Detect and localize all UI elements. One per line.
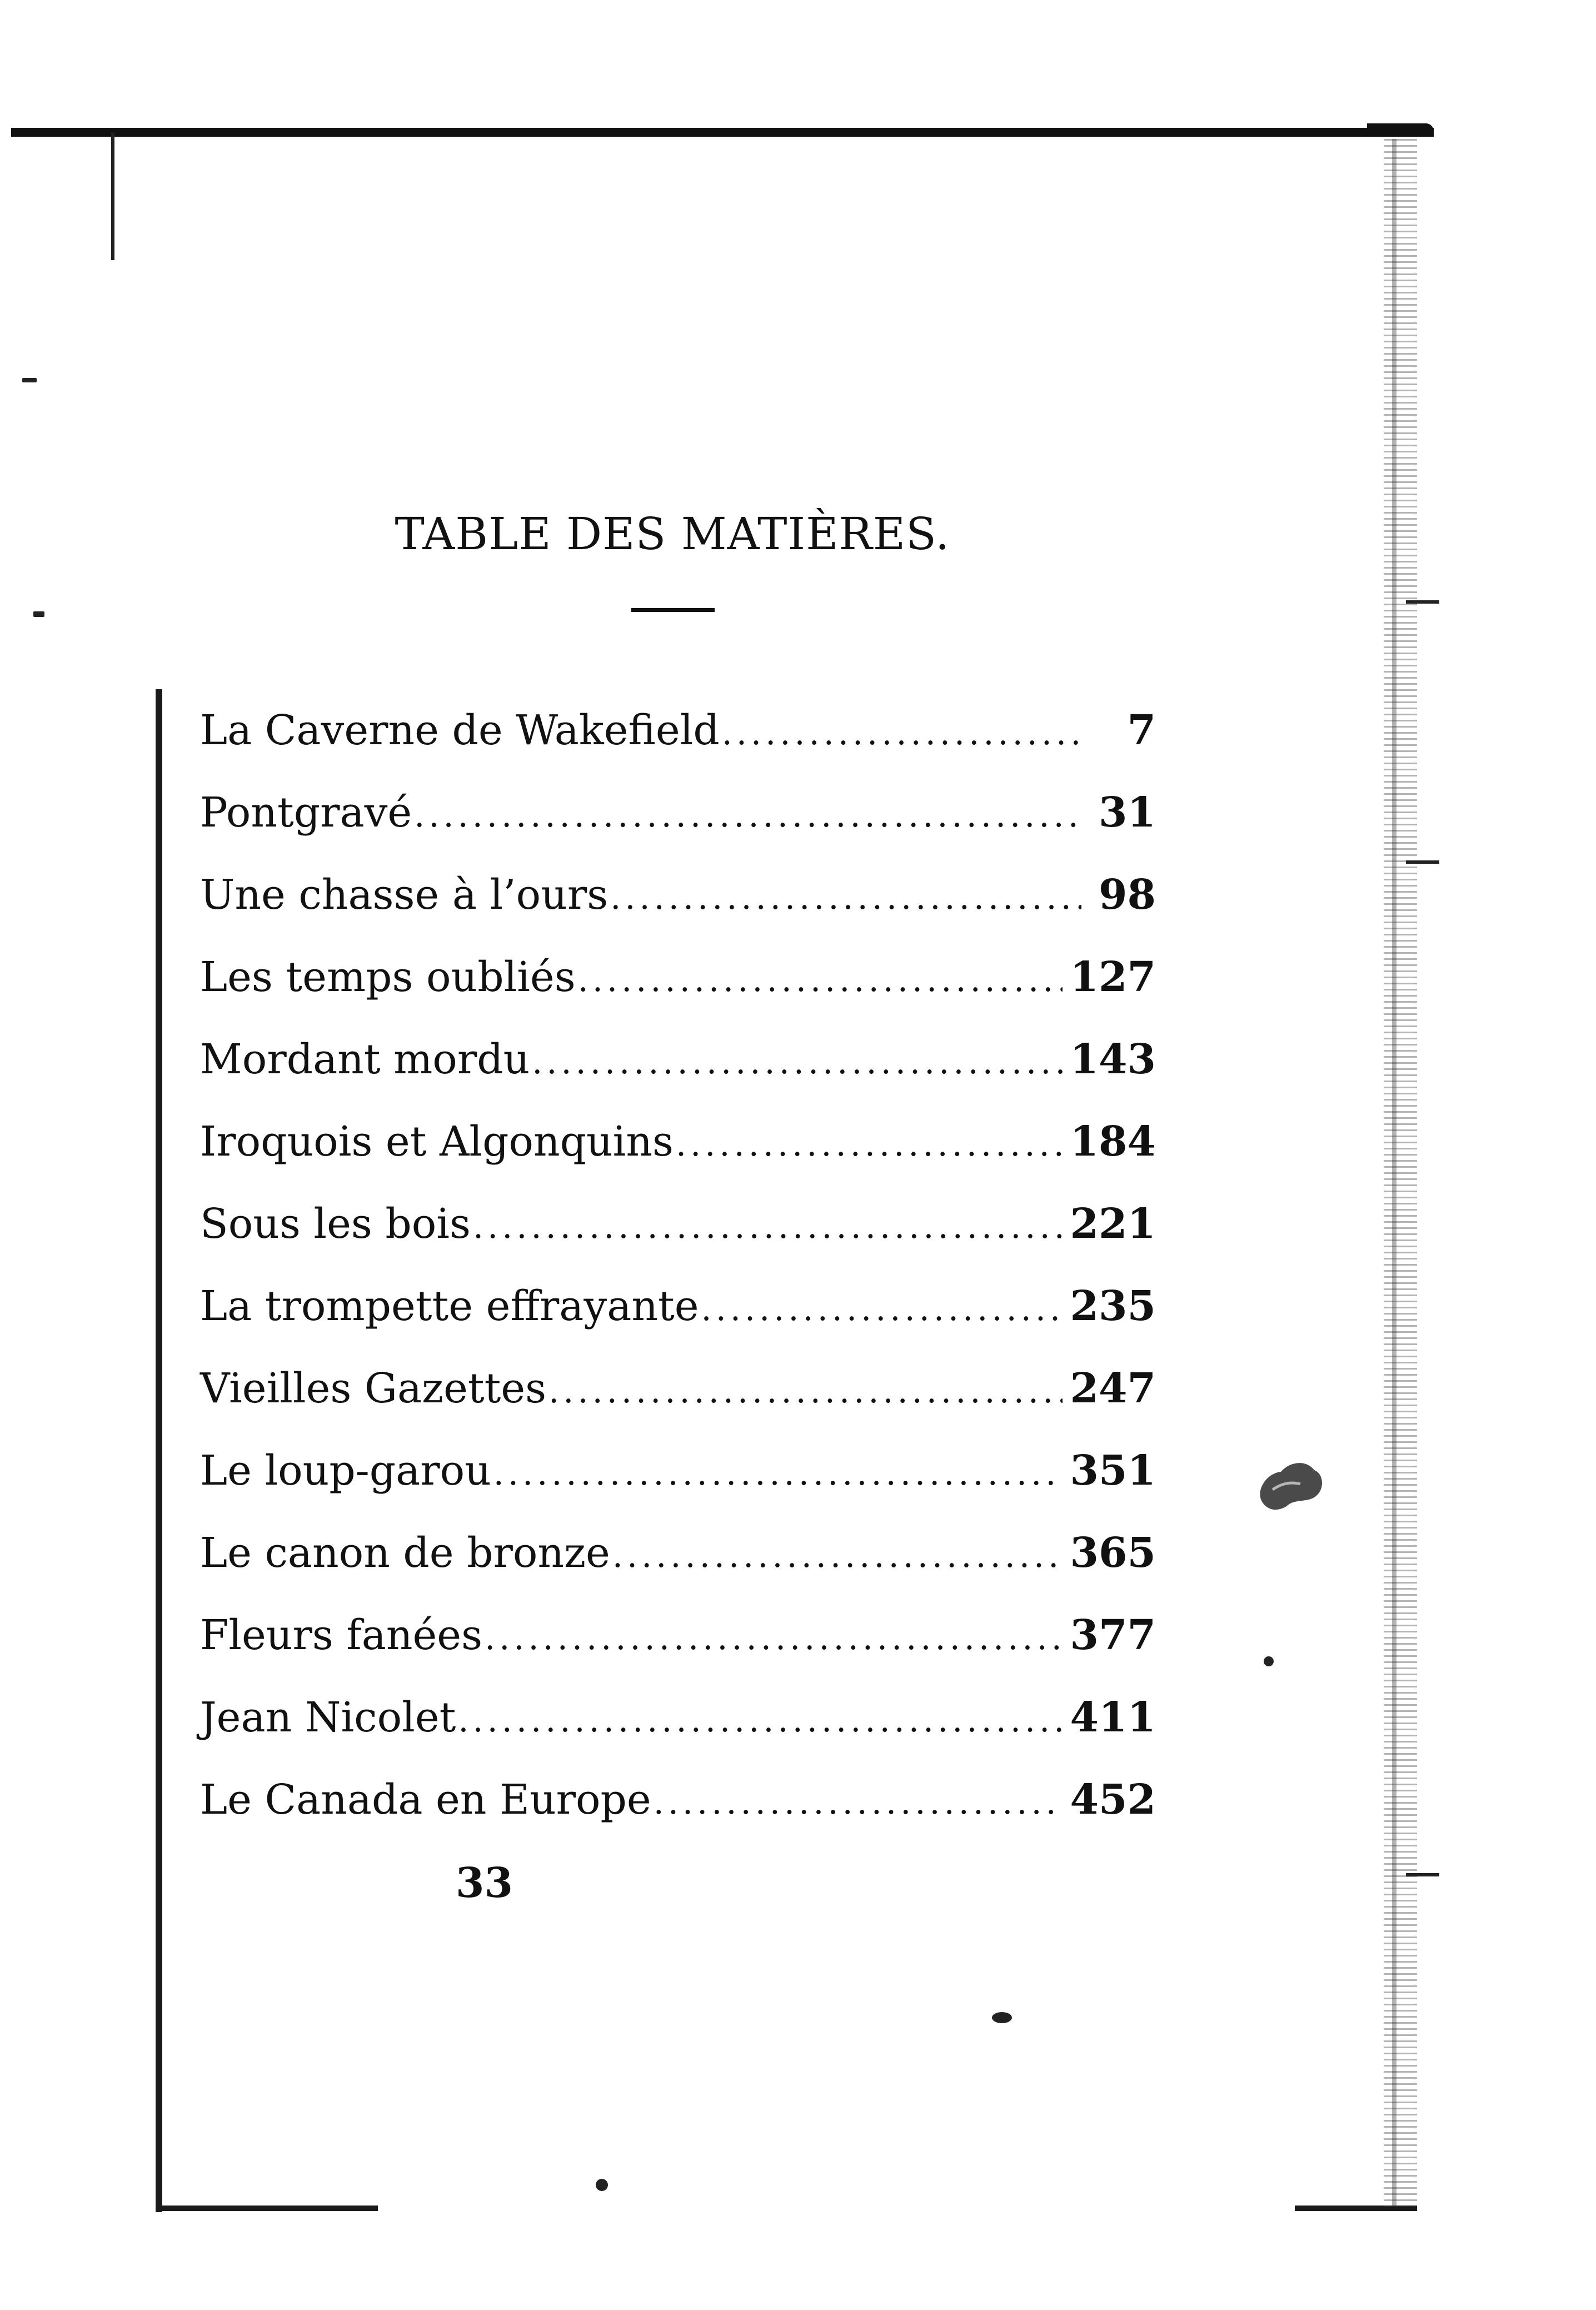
toc-entry-page: 452 — [1070, 1776, 1156, 1824]
bottom-border-line — [156, 2206, 378, 2211]
right-page-edge-shadow — [1392, 139, 1397, 2207]
ink-speck — [992, 2012, 1012, 2023]
toc-entry — [200, 1101, 1156, 1183]
toc-leader-dots — [722, 692, 1081, 774]
toc-entry-title: Les temps oubliés — [200, 953, 576, 1001]
toc-entry-page: 411 — [1070, 1694, 1156, 1741]
toc-leader-dots — [701, 1268, 1063, 1350]
toc-entry-title: Fleurs fanées — [200, 1611, 483, 1659]
toc-entry — [200, 1430, 1156, 1512]
right-page-edge — [1384, 139, 1417, 2207]
toc-entry-page: 31 — [1099, 789, 1156, 837]
toc-entry-page: 143 — [1070, 1035, 1156, 1083]
toc-entry-page: 98 — [1099, 871, 1156, 919]
toc-entry-title: Pontgravé — [200, 789, 412, 837]
toc-entry-title: Iroquois et Algonquins — [200, 1118, 674, 1166]
toc-entry-title: Vieilles Gazettes — [200, 1365, 547, 1412]
toc-entry-page: 377 — [1070, 1611, 1156, 1659]
toc-entry — [200, 689, 1156, 771]
right-edge-tick — [1406, 600, 1439, 604]
margin-mark — [22, 378, 37, 382]
title-rule — [631, 608, 715, 612]
toc-entry — [200, 1347, 1156, 1430]
toc-entry-title: Le canon de bronze — [200, 1529, 610, 1577]
toc-entry-page: 365 — [1070, 1529, 1156, 1577]
toc-leader-dots — [578, 939, 1063, 1021]
toc-leader-dots — [654, 1761, 1063, 1844]
left-border-line — [156, 689, 162, 2212]
toc-entry-page: 184 — [1070, 1118, 1156, 1166]
toc-entry — [200, 1183, 1156, 1265]
toc-entry-page: 247 — [1070, 1365, 1156, 1412]
toc-leader-dots — [532, 1021, 1062, 1103]
toc-entry-title: Mordant mordu — [200, 1035, 530, 1083]
toc-entry-page: 351 — [1070, 1447, 1156, 1495]
toc-entry-page: 127 — [1070, 953, 1156, 1001]
toc-entry — [200, 1512, 1156, 1594]
toc-leader-dots — [414, 774, 1081, 857]
toc-entry-title: La trompette effrayante — [200, 1282, 699, 1330]
toc-entry-title: Sous les bois — [200, 1200, 471, 1248]
toc-entry — [200, 936, 1156, 1018]
ink-speck — [1264, 1656, 1274, 1666]
toc-leader-dots — [612, 1515, 1063, 1597]
toc-entry — [200, 1676, 1156, 1759]
toc-leader-dots — [458, 1679, 1062, 1761]
toc-leader-dots — [473, 1186, 1063, 1268]
toc-entry — [200, 771, 1156, 854]
right-edge-tick — [1406, 1873, 1439, 1876]
toc-entry — [200, 1265, 1156, 1347]
toc-entry-title: Le loup-garou — [200, 1447, 491, 1495]
toc-entry — [200, 854, 1156, 936]
toc-leader-dots — [676, 1103, 1063, 1186]
page-title: TABLE DES MATIÈRES. — [395, 507, 950, 560]
toc-entry-title: Jean Nicolet — [200, 1694, 456, 1741]
toc-entry — [200, 1594, 1156, 1676]
signature-mark: 33 — [456, 1859, 513, 1907]
toc-leader-dots — [485, 1597, 1062, 1679]
margin-mark — [33, 611, 44, 617]
table-of-contents — [200, 689, 1156, 1841]
toc-leader-dots — [493, 1432, 1063, 1515]
toc-entry-page: 235 — [1070, 1282, 1156, 1330]
top-border-tip — [1367, 123, 1434, 136]
ink-speck — [596, 2179, 608, 2191]
ink-blot-mark — [1250, 1451, 1328, 1517]
toc-leader-dots — [610, 857, 1081, 939]
toc-entry-title: Une chasse à l’ours — [200, 871, 609, 919]
toc-entry — [200, 1759, 1156, 1841]
top-border-line — [11, 128, 1434, 137]
toc-leader-dots — [548, 1350, 1062, 1432]
right-edge-tick — [1406, 860, 1439, 864]
toc-entry — [200, 1018, 1156, 1101]
toc-entry-page: 7 — [1127, 706, 1156, 754]
toc-entry-title: La Caverne de Wakefield — [200, 706, 720, 754]
toc-entry-title: Le Canada en Europe — [200, 1776, 651, 1824]
left-border-top-line — [111, 132, 114, 260]
toc-entry-page: 221 — [1070, 1200, 1156, 1248]
